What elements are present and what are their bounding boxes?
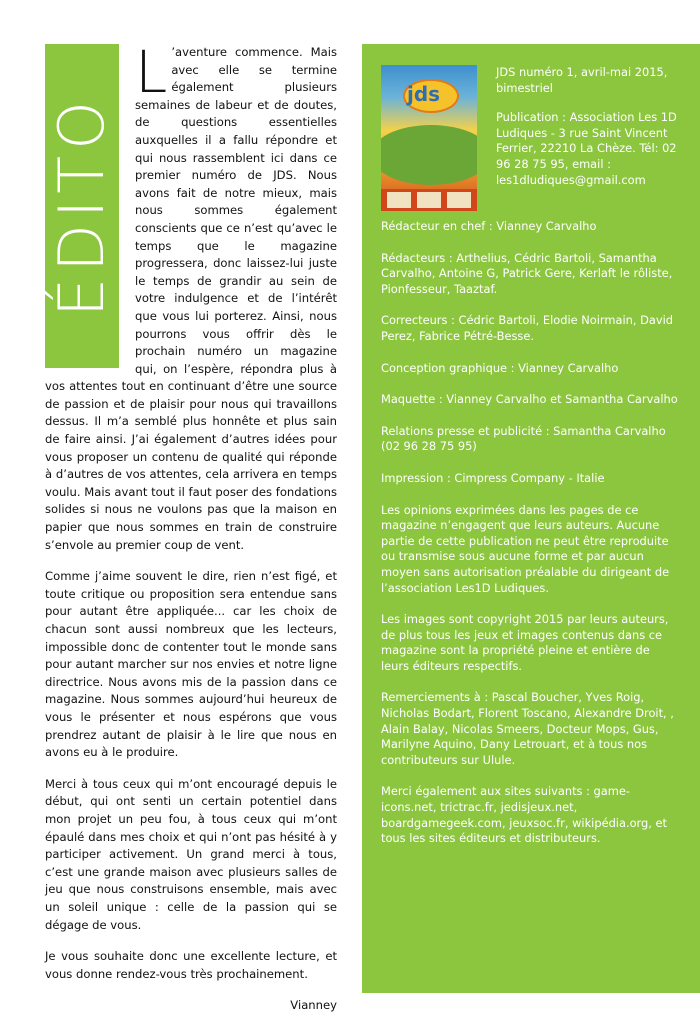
thanks-websites: Merci également aux sites suivants : game-icons.net, trictrac.fr, jedisjeux.net, boardgamegeek.com, jeuxsoc.fr, wikipédia.org, et tous les sites éditeurs et distributeurs. [381, 784, 667, 846]
publication-info: Publication : Association Les 1D Ludiques - 3 rue Saint Vincent Ferrier, 22210 La Chèze. Tél: 02 96 28 75 95, email : les1dludiques@gmail.com [496, 110, 677, 187]
graphic-design: Conception graphique : Vianney Carvalho [381, 360, 619, 375]
press-relations: Relations presse et publicité : Samantha Carvalho (02 96 28 75 95) [381, 423, 666, 454]
proofreaders: Correcteurs : Cédric Bartoli, Elodie Noirmain, David Perez, Fabrice Pétré-Besse. [381, 313, 673, 343]
banner-spacer [45, 44, 135, 375]
disclaimer-images: Les images sont copyright 2015 par leurs auteurs, de plus tous les jeux et images contenus dans ce magazine sont la propriété pleine et entière de leurs éditeurs respectifs. [381, 612, 669, 673]
cover-thumbnail [447, 192, 471, 208]
magazine-cover-image [381, 65, 477, 211]
writers: Rédacteurs : Arthelius, Cédric Bartoli, Samantha Carvalho, Antoine G, Patrick Gere, Kerlaft le rôliste, Pionfesseur, Taaztaf. [381, 250, 673, 296]
cover-logo: jds [407, 82, 441, 106]
article-paragraph-2: Comme j’aime souvent le dire, rien n’est figé, et toute critique ou proposition sera entendue sans pour autant être appliquée... car les choix de chacun sont aussi nombreux que les lecteurs, impossible donc de contenter tout le monde sans pour autant marcher sur nos envies et notre ligne directrice. Nous avons mis de la passion dans ce magazine. Nous sommes aujourd’hui heureux de vous le présenter et nous espérons que vous prendrez autant de plaisir à le lire que nous en avons eu à le produire. [45, 569, 337, 760]
layout-credit: Maquette : Vianney Carvalho et Samantha Carvalho [381, 392, 678, 407]
cover-thumbnail [417, 192, 441, 208]
article-paragraph-3: Merci à tous ceux qui m’ont encouragé depuis le début, qui ont senti un certain potentiel dans mon projet un peu fou, à tous ceux qui m’ont épaulé dans mes choix et qui n’ont pas hésité à y participer activement. Un grand merci à tous, c’est une grande maison avec plusieurs salles de jeu que nous construisons ensemble, mais avec un soleil unique : celle de la passion qui se dégage de vous. [45, 776, 337, 932]
credits-column [362, 44, 700, 993]
signature: Vianney [290, 998, 337, 1013]
drop-cap: L [135, 38, 168, 106]
edito-title: ÉDITO [45, 95, 118, 317]
printing: Impression : Cimpress Company - Italie [381, 470, 605, 485]
editorial-article [45, 38, 337, 1015]
editor-in-chief: Rédacteur en chef : Vianney Carvalho [381, 219, 597, 233]
article-paragraph-4: Je vous souhaite donc une excellente lecture, et vous donne rendez-vous très prochainement. [45, 949, 337, 981]
paragraph-1-text: ’aventure commence. Mais avec elle se termine également plusieurs semaines de labeur et de doutes, de questions essentielles auxquelles il a fallu répondre et qui nous rassemblent ici dans ce premier numéro de JDS. Nous avons fait de notre mieux, mais nous sommes également conscients que ce n’est qu’avec le temps que le magazine progressera, donc laissez-lui juste le temps de grandir au sein de votre indulgence et de l’intérêt que vous lui porterez. Ainsi, nous pourrons vous offrir dès le prochain numéro un magazine qui, on l’espère, répondra plus à vos attentes tout en continuant d’être une source de passion et de plaisir pour nous qui travaillons dessus. Il m’a semblé plus honnête et plus sain de faire ainsi. J’ai également d’autres idées pour vous proposer un contenu de qualité qui réponde à d’autres de vos attentes, cela arrivera en temps voulu. Mais avant tout il faut poser des fondations solides si nous ne voulons pas que la maison en papier que nous sommes en train de construire s’envole au premier coup de vent. [45, 45, 337, 552]
issue-line: JDS numéro 1, avril-mai 2015, bimestriel [496, 65, 668, 95]
cover-hill [381, 125, 477, 185]
cover-thumbnail [387, 192, 411, 208]
acknowledgements: Remerciements à : Pascal Boucher, Yves Roig, Nicholas Bodart, Florent Toscano, Alexandre Droit, , Alain Balay, Nicolas Smeers, Docteur Mops, Gus, Marilyne Aquino, Dany Letrouart, et à tous nos contributeurs sur Ulule. [381, 690, 674, 767]
disclaimer-opinions: Les opinions exprimées dans les pages de ce magazine n’engagent que leurs auteurs. Aucune partie de cette publication ne peut être reproduite ou transmise sous aucune forme et par aucun moyen sans autorisation préalable du dirigeant de l’association Les1D Ludiques. [381, 502, 670, 595]
